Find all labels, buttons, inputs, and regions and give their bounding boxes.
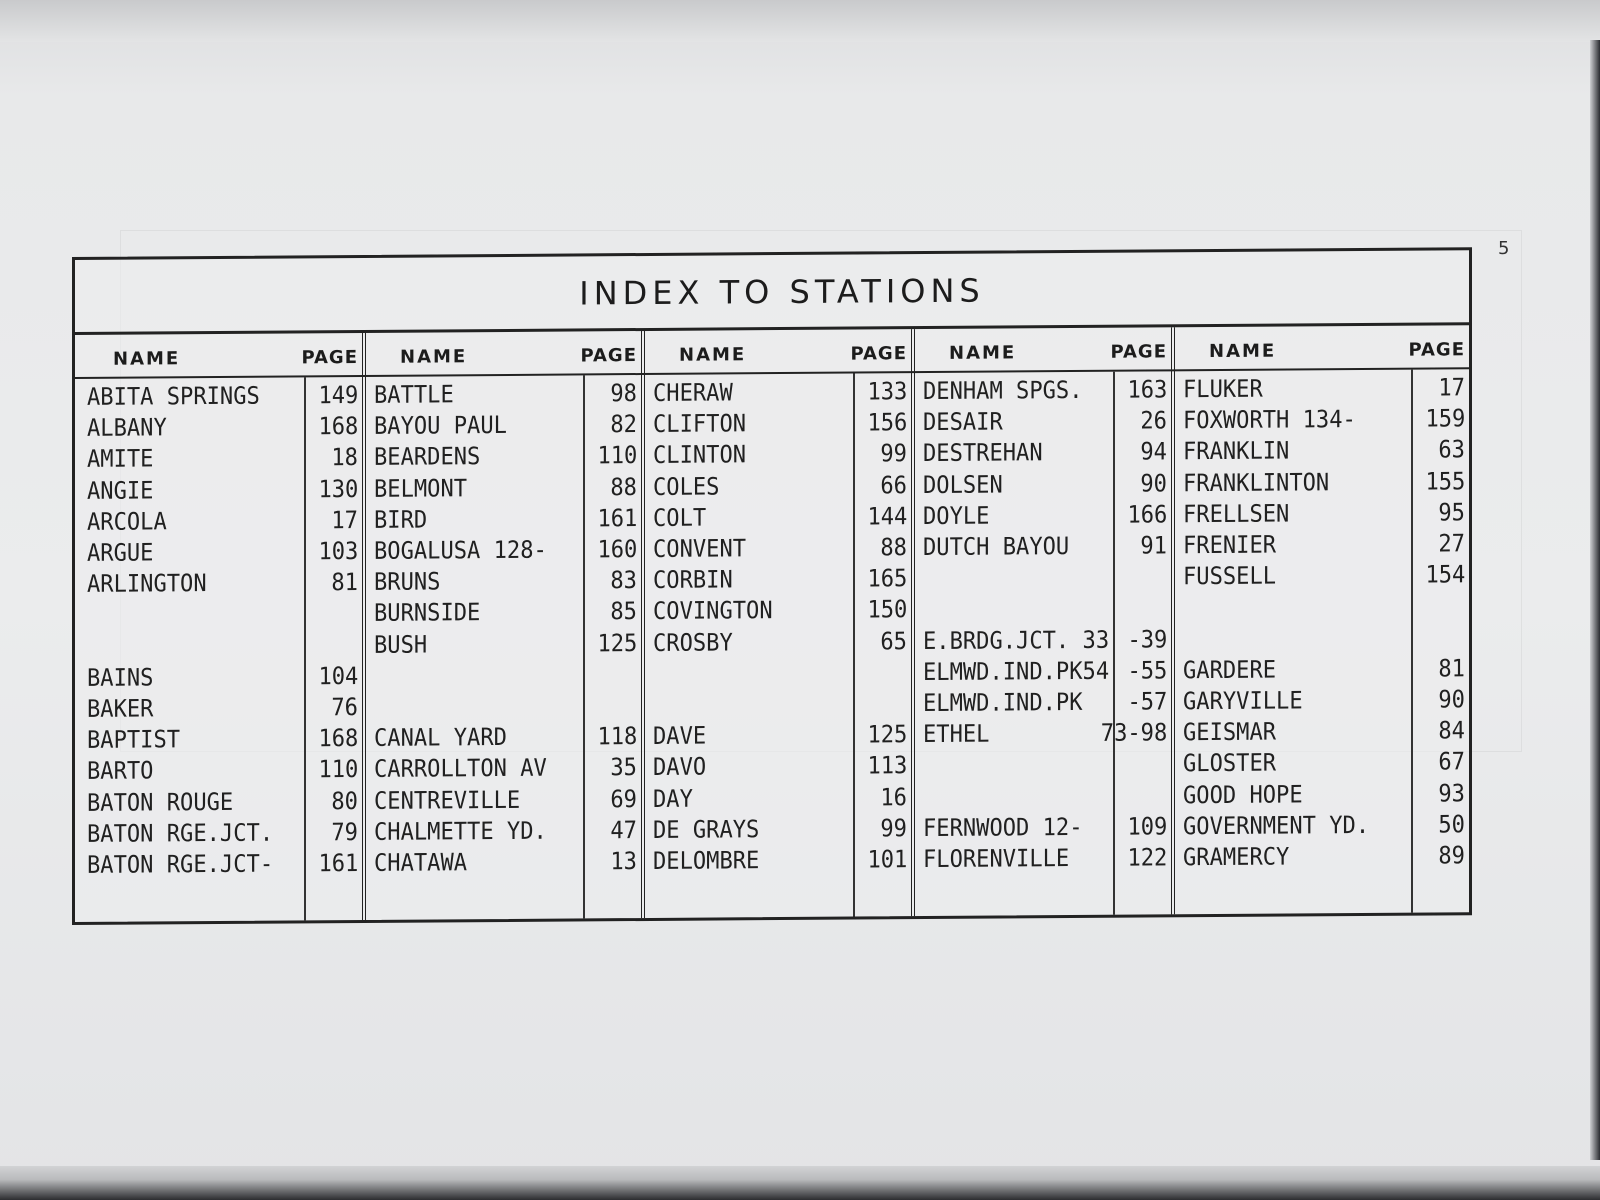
station-row	[641, 689, 911, 719]
page-number: 5	[1498, 238, 1510, 259]
station-name: ETHEL	[923, 719, 990, 749]
station-name: CONVENT	[653, 534, 747, 563]
station-name: FLUKER	[1183, 374, 1263, 404]
station-row	[911, 687, 1171, 717]
station-page: 94	[1140, 437, 1167, 466]
station-name: ARLINGTON	[87, 569, 207, 599]
station-name: BEARDENS	[374, 442, 481, 472]
station-name: DOYLE	[923, 501, 990, 530]
station-name: DE GRAYS	[653, 814, 760, 844]
station-page: 133	[867, 377, 907, 406]
station-name: ARGUE	[87, 538, 154, 567]
station-page: 168	[318, 412, 358, 441]
station-page: 66	[880, 470, 907, 499]
station-row	[1171, 841, 1469, 871]
station-page: 118	[597, 722, 637, 751]
column-header-name: NAME	[1209, 340, 1277, 363]
station-page: -39	[1127, 624, 1167, 654]
station-page: 82	[610, 410, 637, 439]
index-column-5	[1171, 325, 1469, 914]
station-page: 18	[331, 443, 358, 472]
station-row	[911, 563, 1171, 593]
station-page: 156	[867, 408, 907, 437]
station-name: BATON ROUGE	[87, 787, 234, 817]
station-row	[641, 502, 911, 532]
station-page: 95	[1438, 498, 1465, 527]
station-name: GOOD HOPE	[1183, 780, 1303, 809]
station-name: ELMWD.IND.PK	[923, 687, 1083, 718]
station-row	[75, 537, 362, 567]
station-row	[1171, 498, 1469, 528]
station-row	[911, 656, 1171, 686]
station-page: 154	[1425, 560, 1465, 589]
station-row	[1171, 654, 1469, 684]
station-row	[362, 410, 641, 440]
station-row	[641, 814, 911, 844]
title-band	[75, 250, 1469, 335]
column-header	[911, 327, 1171, 373]
station-page: 27	[1438, 529, 1465, 558]
station-name: CLINTON	[653, 440, 747, 470]
station-page: 130	[318, 474, 358, 503]
station-name: CHALMETTE YD.	[374, 816, 547, 846]
station-name: DAVO	[653, 752, 707, 782]
station-page: 163	[1127, 375, 1167, 404]
station-row	[362, 379, 641, 409]
station-name: CANAL YARD	[374, 723, 507, 753]
page-edge-bottom	[0, 1166, 1600, 1200]
station-page: 67	[1438, 747, 1465, 776]
station-name: GARDERE	[1183, 655, 1277, 685]
station-page: 17	[1438, 373, 1465, 402]
station-row	[1171, 748, 1469, 778]
page-shadow-top	[0, 0, 1600, 42]
station-page: 89	[1438, 841, 1465, 870]
station-name: BELMONT	[374, 473, 468, 503]
station-name: BAKER	[87, 694, 154, 723]
station-row	[641, 533, 911, 563]
station-page: 161	[318, 849, 358, 878]
station-row	[911, 375, 1171, 405]
column-header	[641, 329, 911, 375]
station-name: DAY	[653, 784, 693, 813]
station-row	[1171, 779, 1469, 809]
station-row	[75, 568, 362, 598]
index-column-3	[641, 329, 915, 918]
station-row	[1171, 716, 1469, 746]
station-row	[911, 812, 1171, 842]
index-column-4	[911, 327, 1175, 916]
station-row	[75, 412, 362, 442]
station-name: DOLSEN	[923, 470, 1003, 499]
station-name: AMITE	[87, 444, 154, 474]
station-row	[641, 720, 911, 750]
station-page: 144	[867, 501, 907, 531]
station-page: 90	[1438, 685, 1465, 714]
station-page: 35	[610, 753, 637, 782]
station-page: 91	[1140, 531, 1167, 560]
station-row	[362, 566, 641, 596]
station-rows	[641, 377, 911, 875]
station-name: DAVE	[653, 721, 707, 751]
station-page: 125	[597, 628, 637, 657]
station-name: FLORENVILLE	[923, 844, 1070, 874]
station-name: CARROLLTON AV	[374, 754, 547, 784]
station-row	[1171, 685, 1469, 715]
station-row	[362, 691, 641, 721]
station-row	[1171, 436, 1469, 466]
station-row	[911, 594, 1171, 624]
station-name: GOVERNMENT YD.	[1183, 810, 1370, 841]
column-header-page: PAGE	[850, 343, 907, 365]
station-rows	[75, 381, 362, 879]
station-row	[641, 752, 911, 782]
station-row	[75, 787, 362, 817]
station-page: 161	[597, 503, 637, 533]
station-page: 50	[1438, 810, 1465, 839]
station-name: BAYOU PAUL	[374, 411, 507, 441]
station-row	[1171, 592, 1469, 622]
station-page: 99	[880, 439, 907, 468]
station-row	[362, 597, 641, 627]
column-header	[362, 331, 641, 377]
station-name: CLIFTON	[653, 409, 747, 439]
station-name: ALBANY	[87, 413, 167, 443]
column-header-page: PAGE	[1110, 341, 1167, 363]
column-header-name: NAME	[949, 342, 1017, 364]
station-name: FRANKLINTON	[1183, 467, 1330, 497]
station-name: BOGALUSA 128-	[374, 535, 547, 565]
station-rows	[362, 379, 641, 877]
column-header-name: NAME	[400, 346, 468, 368]
station-row	[362, 785, 641, 815]
station-page: 160	[597, 535, 637, 564]
station-row	[75, 724, 362, 754]
station-name: ARCOLA	[87, 507, 167, 536]
column-header-page: PAGE	[580, 345, 637, 367]
station-name: BRUNS	[374, 567, 441, 597]
station-row	[641, 658, 911, 688]
page-title: INDEX TO STATIONS	[579, 271, 985, 313]
station-name: BARTO	[87, 756, 154, 786]
station-page: 79	[331, 817, 358, 846]
station-row	[911, 719, 1171, 749]
station-page: 93	[1438, 778, 1465, 808]
station-name: BATON RGE.JCT-	[87, 849, 274, 879]
station-name: BATON RGE.JCT.	[87, 818, 274, 848]
station-row	[1171, 404, 1469, 434]
station-row	[75, 755, 362, 785]
station-row	[641, 440, 911, 470]
station-name: ELMWD.IND.PK54	[923, 656, 1110, 686]
station-name: CENTREVILLE	[374, 785, 521, 815]
station-page: 168	[318, 724, 358, 753]
station-row	[1171, 560, 1469, 590]
station-row	[362, 441, 641, 471]
station-rows	[1171, 373, 1469, 872]
station-page: 98	[610, 379, 637, 408]
station-row	[641, 377, 911, 407]
station-rows	[911, 375, 1171, 874]
station-row	[911, 625, 1171, 655]
station-page: 76	[331, 693, 358, 722]
station-page: 83	[610, 566, 637, 595]
station-row	[75, 599, 362, 629]
station-page: 150	[867, 595, 907, 624]
column-header	[1171, 325, 1469, 371]
station-row	[362, 816, 641, 846]
station-page: 90	[1140, 468, 1167, 498]
station-name: FUSSELL	[1183, 561, 1277, 591]
station-row	[911, 500, 1171, 530]
station-name: FRENIER	[1183, 530, 1277, 560]
station-row	[911, 750, 1171, 780]
station-name: ABITA SPRINGS	[87, 381, 260, 411]
station-name: FOXWORTH 134-	[1183, 405, 1356, 435]
station-name: GEISMAR	[1183, 717, 1277, 747]
station-name: FRANKLIN	[1183, 436, 1290, 466]
station-name: CROSBY	[653, 627, 733, 657]
station-page: -55	[1127, 656, 1167, 685]
station-row	[1171, 810, 1469, 840]
station-page: 88	[610, 472, 637, 501]
station-row	[75, 506, 362, 536]
station-row	[75, 475, 362, 505]
station-name: DESAIR	[923, 407, 1003, 437]
station-row	[641, 408, 911, 438]
station-row	[75, 631, 362, 661]
station-page: 101	[867, 845, 907, 874]
station-row	[75, 662, 362, 692]
station-row	[1171, 467, 1469, 497]
station-page: 149	[318, 381, 358, 410]
station-row	[1171, 529, 1469, 559]
station-name: BUSH	[374, 630, 428, 659]
station-page: 88	[880, 533, 907, 562]
station-row	[641, 471, 911, 501]
column-header-page: PAGE	[1408, 339, 1465, 361]
station-name: BATTLE	[374, 380, 454, 409]
station-row	[75, 849, 362, 879]
station-page: 81	[331, 568, 358, 597]
station-name: COVINGTON	[653, 596, 773, 626]
station-row	[362, 660, 641, 690]
station-row	[641, 845, 911, 875]
station-row	[911, 469, 1171, 499]
station-index-table	[72, 247, 1472, 925]
page-edge-right	[1590, 40, 1600, 1160]
station-name: GLOSTER	[1183, 748, 1277, 778]
station-row	[911, 407, 1171, 437]
station-row	[641, 596, 911, 626]
station-page: 165	[867, 564, 907, 593]
station-page: 80	[331, 786, 358, 815]
station-name: DESTREHAN	[923, 438, 1043, 468]
station-name: COLT	[653, 503, 707, 532]
station-row	[362, 753, 641, 783]
station-page: 104	[318, 661, 358, 691]
station-name: E.BRDG.JCT. 33	[923, 625, 1110, 655]
station-page: 159	[1425, 404, 1465, 433]
station-row	[362, 535, 641, 565]
station-page: 13	[610, 847, 637, 876]
station-name: CHATAWA	[374, 848, 468, 877]
station-name: BAINS	[87, 663, 154, 692]
station-name: DELOMBRE	[653, 846, 760, 875]
station-page: 99	[880, 813, 907, 843]
station-row	[911, 781, 1171, 811]
column-header-page: PAGE	[301, 347, 358, 369]
station-page: 109	[1127, 812, 1167, 841]
station-name: GARYVILLE	[1183, 686, 1303, 716]
station-page: 16	[880, 782, 907, 811]
index-columns	[75, 325, 1469, 922]
station-name: GRAMERCY	[1183, 842, 1290, 872]
station-row	[1171, 373, 1469, 403]
station-name: ANGIE	[87, 476, 154, 505]
station-page: 73-98	[1100, 718, 1167, 748]
station-page: 113	[867, 751, 907, 780]
station-name: BAPTIST	[87, 725, 181, 755]
index-column-2	[362, 331, 645, 920]
station-name: BIRD	[374, 505, 428, 534]
station-row	[75, 381, 362, 411]
column-header-name: NAME	[679, 344, 747, 366]
station-page: 69	[610, 784, 637, 813]
station-name: DUTCH BAYOU	[923, 532, 1070, 562]
station-page: 110	[597, 441, 637, 470]
station-page: 166	[1127, 500, 1167, 529]
station-name: COLES	[653, 472, 720, 501]
station-page: 81	[1438, 654, 1465, 683]
station-page: 122	[1127, 843, 1167, 872]
station-page: 84	[1438, 716, 1465, 745]
station-page: 65	[880, 626, 907, 655]
station-page: 110	[318, 755, 358, 784]
station-page: 17	[331, 505, 358, 534]
station-row	[362, 473, 641, 503]
station-page: 125	[867, 720, 907, 749]
station-row	[362, 847, 641, 877]
station-row	[641, 564, 911, 594]
station-row	[75, 693, 362, 723]
station-name: FRELLSEN	[1183, 499, 1290, 529]
station-row	[362, 629, 641, 659]
station-name: FERNWOOD 12-	[923, 812, 1083, 842]
station-page: 103	[318, 537, 358, 566]
station-row	[362, 722, 641, 752]
column-header-name: NAME	[113, 348, 181, 370]
station-page: -57	[1127, 687, 1167, 716]
station-page: 85	[610, 597, 637, 626]
station-row	[75, 443, 362, 473]
station-name: CORBIN	[653, 565, 733, 595]
station-name: BURNSIDE	[374, 598, 481, 628]
station-page: 155	[1425, 466, 1465, 496]
station-page: 47	[610, 815, 637, 845]
station-row	[641, 627, 911, 657]
station-row	[1171, 623, 1469, 653]
station-row	[911, 531, 1171, 561]
station-name: DENHAM SPGS.	[923, 375, 1083, 406]
column-header	[75, 333, 362, 379]
station-row	[911, 843, 1171, 873]
station-row	[362, 504, 641, 534]
station-row	[641, 783, 911, 813]
station-name: CHERAW	[653, 378, 733, 407]
station-row	[75, 818, 362, 848]
station-page: 63	[1438, 435, 1465, 464]
index-column-1	[75, 333, 366, 922]
station-row	[911, 438, 1171, 468]
station-page: 26	[1140, 406, 1167, 435]
